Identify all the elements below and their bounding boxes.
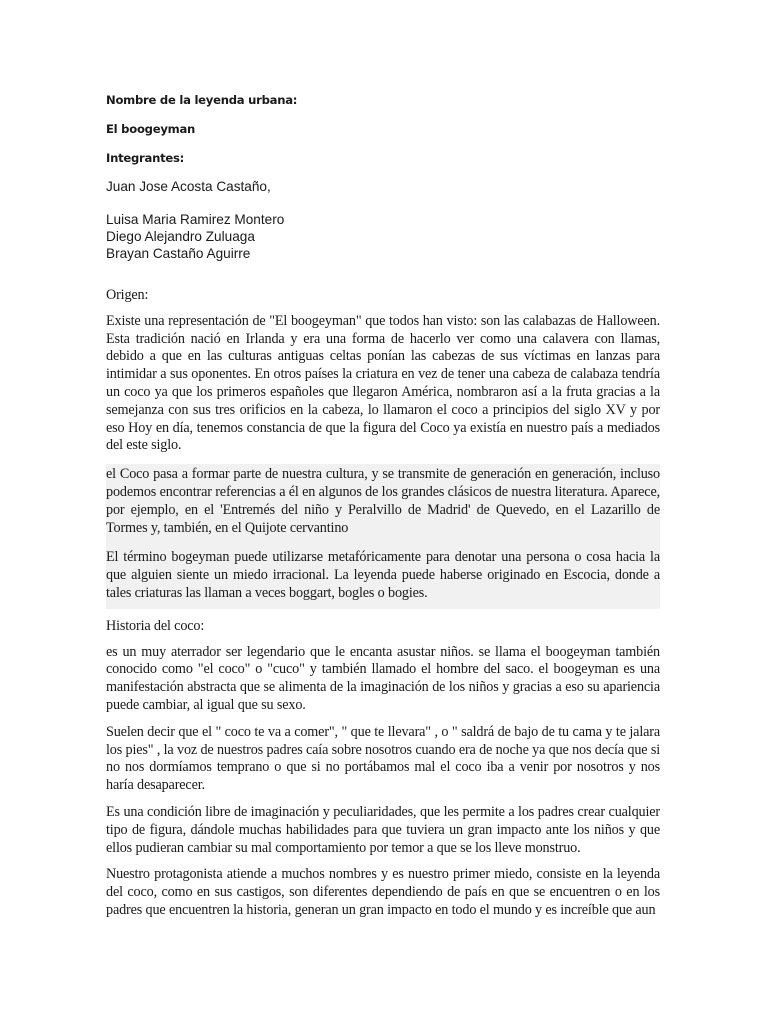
- history-heading: Historia del coco:: [106, 617, 205, 634]
- legend-label: Nombre de la leyenda urbana:: [106, 93, 298, 107]
- members-label: Integrantes:: [106, 151, 185, 165]
- history-paragraph: Suelen decir que el " coco te va a comer", " que te llevara" , o " saldrá de bajo de tu cama y te jalara los pies" , la voz de nuestros padres caía sobre nosotros cuando era de noche ya que nos decía que si no nos dormíamos temprano o que si no portábamos mal el coco iba a venir por nosotros y nos haría desaparecer.: [106, 723, 660, 794]
- member-name: Brayan Castaño Aguirre: [106, 246, 251, 261]
- history-paragraph: es un muy aterrador ser legendario que le encanta asustar niños. se llama el boogeyman también conocido como "el coco" o "cuco" y también llamado el hombre del saco. el boogeyman es una manifestación abstracta que se alimenta de la imaginación de los niños y gracias a eso su apariencia puede cambiar, al igual que su sexo.: [106, 643, 660, 713]
- member-name: Diego Alejandro Zuluaga: [106, 229, 255, 244]
- history-paragraph: Es una condición libre de imaginación y peculiaridades, que les permite a los padres crear cualquier tipo de figura, dándole muchas habilidades para que tuviera un gran impacto ante los niños y que ellos pudieran cambiar su mal comportamiento por temor a que se los lleve monstruo.: [106, 803, 660, 856]
- origin-paragraph: el Coco pasa a formar parte de nuestra cultura, y se transmite de generación en generación, incluso podemos encontrar referencias a él en algunos de los grandes clásicos de nuestra literatura. Aparece, por ejemplo, en el 'Entremés del niño y Peralvillo de Madrid' de Quevedo, en el Lazarillo de Tormes y, también, en el Quijote cervantino: [106, 464, 660, 543]
- origin-heading: Origen:: [106, 287, 149, 303]
- document-body: [106, 287, 660, 929]
- origin-paragraph: El término bogeyman puede utilizarse metafóricamente para denotar una persona o cosa hacia la que alguien siente un miedo irracional. La leyenda puede haberse originado en Escocia, donde a tales criaturas las llaman a veces boggart, bogles o bogies.: [106, 543, 660, 608]
- members-list: [106, 178, 660, 262]
- member-name: Juan Jose Acosta Castaño,: [106, 179, 271, 194]
- legend-name: El boogeyman: [106, 122, 196, 136]
- history-paragraph: Nuestro protagonista atiende a muchos nombres y es nuestro primer miedo, consiste en la leyenda del coco, como en sus castigos, son diferentes dependiendo de país en que se encuentren o en los padres que encuentren la historia, generan un gran impacto en todo el mundo y es increíble que aun: [106, 866, 660, 918]
- member-name: Luisa Maria Ramirez Montero: [106, 212, 285, 227]
- origin-paragraph: Existe una representación de "El boogeyman" que todos han visto: son las calabazas de Halloween. Esta tradición nació en Irlanda y era una forma de hacerlo ver como una calavera con llamas, debido a que en las culturas antiguas celtas ponían las cabezas de sus víctimas en lanzas para intimidar a sus oponentes. En otros países la criatura en vez de tener una cabeza de calabaza tendría un coco ya que los primeros españoles que llegaron América, nombraron así a la fruta gracias a la semejanza con sus tres orificios en la cabeza, lo llamaron el coco a principios del siglo XV y por eso Hoy en día, tenemos constancia de que la figura del Coco ya existía en nuestro país a mediados del este siglo.: [106, 312, 660, 454]
